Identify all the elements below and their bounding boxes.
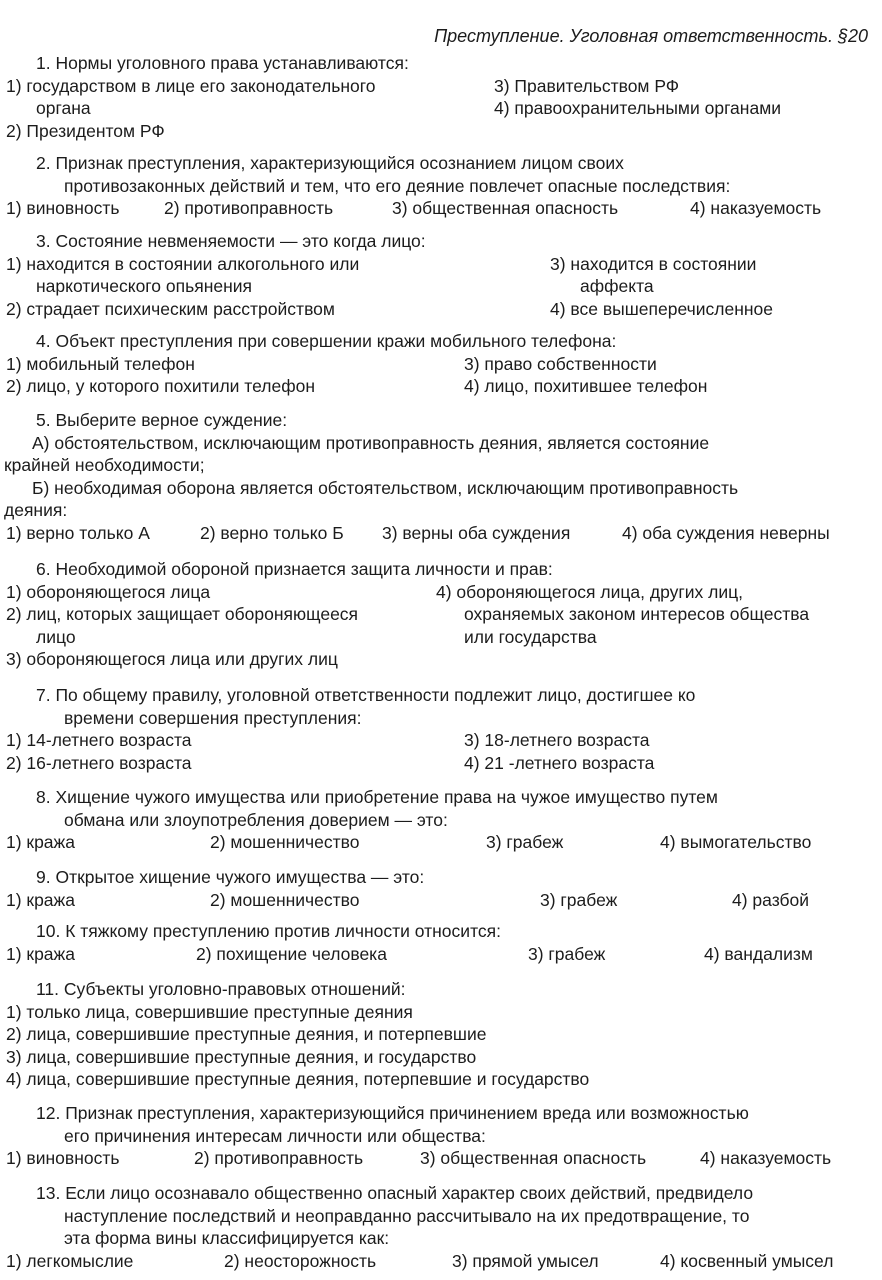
q4-option-1: 1) мобильный телефон xyxy=(6,353,195,374)
question-13-text-cont: наступление последствий и неоправданно рассчитывало на их предотвращение, то xyxy=(64,1205,750,1226)
q3-option-2: 2) страдает психическим расстройством xyxy=(6,298,335,319)
q4-option-4: 4) лицо, похитившее телефон xyxy=(464,376,708,396)
question-13-text-cont2: эта форма вины классифицируется как: xyxy=(64,1228,390,1248)
q7-option-2: 2) 16-летнего возраста xyxy=(6,752,192,773)
question-6-text: 6. Необходимой обороной признается защита личности и прав: xyxy=(36,559,553,579)
q2-option-3: 3) общественная опасность xyxy=(392,198,619,218)
question-3 xyxy=(0,230,882,320)
q12-option-4: 4) наказуемость xyxy=(700,1148,832,1168)
q5-option-3: 3) верны оба суждения xyxy=(382,522,571,543)
question-5-text: 5. Выберите верное суждение: xyxy=(36,410,288,430)
question-3-text: 3. Состояние невменяемости — это когда лицо: xyxy=(36,231,426,251)
question-8-text: 8. Хищение чужого имущества или приобретение права на чужое имущество путем xyxy=(36,787,718,807)
question-12-text-cont: его причинения интересам личности или общества: xyxy=(64,1125,486,1146)
question-10-text: 10. К тяжкому преступлению против личности относится: xyxy=(36,921,501,941)
question-6 xyxy=(0,558,882,671)
q4-option-3: 3) право собственности xyxy=(464,353,657,374)
q6-option-1: 1) обороняющегося лица xyxy=(6,581,211,602)
q2-option-1: 1) виновность xyxy=(6,198,120,218)
q1-option-1-cont: органа xyxy=(36,98,91,118)
question-11 xyxy=(0,978,882,1091)
q9-option-4: 4) разбой xyxy=(732,889,810,910)
q1-option-3: 3) Правительством РФ xyxy=(494,75,680,96)
q10-option-4: 4) вандализм xyxy=(704,943,813,964)
question-9-text: 9. Открытое хищение чужого имущества — это: xyxy=(36,867,425,887)
question-13-text: 13. Если лицо осознавало общественно опасный характер своих действий, предвидело xyxy=(36,1183,754,1203)
q1-option-4: 4) правоохранительными органами xyxy=(494,98,781,118)
q1-option-1: 1) государством в лице его законодательного xyxy=(6,75,376,96)
q5-statement-b: Б) необходимая оборона является обстоятельством, исключающим противоправность xyxy=(32,477,739,498)
q6-option-2: 2) лиц, которых защищает обороняющееся xyxy=(6,604,359,624)
question-7 xyxy=(0,684,882,774)
q4-option-2: 2) лицо, у которого похитили телефон xyxy=(6,376,316,396)
question-2-text: 2. Признак преступления, характеризующийся осознанием лицом своих xyxy=(36,153,624,173)
q13-option-4: 4) косвенный умысел xyxy=(660,1250,834,1271)
q8-option-3: 3) грабеж xyxy=(486,832,564,852)
q8-option-2: 2) мошенничество xyxy=(210,832,360,852)
q5-statement-a: А) обстоятельством, исключающим противоправность деяния, является состояние xyxy=(32,432,710,453)
question-2-text-cont: противозаконных действий и тем, что его деяние повлечет опасные последствия: xyxy=(64,175,731,196)
question-10 xyxy=(0,920,882,965)
q10-option-3: 3) грабеж xyxy=(528,943,606,964)
q1-option-2: 2) Президентом РФ xyxy=(6,120,165,141)
q7-option-1: 1) 14-летнего возраста xyxy=(6,730,192,750)
q7-option-3: 3) 18-летнего возраста xyxy=(464,730,650,750)
question-4-text: 4. Объект преступления при совершении кражи мобильного телефона: xyxy=(36,331,617,351)
question-8 xyxy=(0,786,882,854)
q6-option-2-cont: лицо xyxy=(36,626,76,647)
q5-statement-b-cont: деяния: xyxy=(4,500,68,520)
q5-option-4: 4) оба суждения неверны xyxy=(622,522,830,543)
question-8-text-cont: обмана или злоупотребления доверием — это: xyxy=(64,809,448,830)
q13-option-2: 2) неосторожность xyxy=(224,1250,377,1271)
page-header: Преступление. Уголовная ответственность. §20 xyxy=(434,26,868,46)
q6-option-3: 3) обороняющегося лица или других лиц xyxy=(6,649,338,669)
question-12-text: 12. Признак преступления, характеризующийся причинением вреда или возможностью xyxy=(36,1103,749,1123)
q7-option-4: 4) 21 -летнего возраста xyxy=(464,752,655,773)
q6-option-4-cont: охраняемых законом интересов общества xyxy=(464,604,810,624)
q9-option-1: 1) кража xyxy=(6,889,75,910)
question-1-text: 1. Нормы уголовного права устанавливаются: xyxy=(36,53,409,73)
q11-option-1: 1) только лица, совершившие преступные деяния xyxy=(6,1001,413,1022)
q8-option-4: 4) вымогательство xyxy=(660,832,812,852)
question-12 xyxy=(0,1102,882,1170)
question-7-text: 7. По общему правилу, уголовной ответственности подлежит лицо, достигшее ко xyxy=(36,685,696,705)
q10-option-1: 1) кража xyxy=(6,943,75,964)
q5-option-1: 1) верно только А xyxy=(6,522,150,543)
q12-option-3: 3) общественная опасность xyxy=(420,1148,647,1168)
q6-option-4: 4) обороняющегося лица, других лиц, xyxy=(436,581,744,602)
q3-option-3: 3) находится в состоянии xyxy=(550,253,757,274)
q9-option-3: 3) грабеж xyxy=(540,889,618,910)
q5-statement-a-cont: крайней необходимости; xyxy=(4,455,205,475)
q10-option-2: 2) похищение человека xyxy=(196,943,387,964)
q2-option-4: 4) наказуемость xyxy=(690,198,822,218)
q3-option-1: 1) находится в состоянии алкогольного или xyxy=(6,253,360,274)
q2-option-2: 2) противоправность xyxy=(164,198,334,218)
question-1 xyxy=(0,52,882,142)
q13-option-3: 3) прямой умысел xyxy=(452,1250,599,1271)
q11-option-4: 4) лица, совершившие преступные деяния, потерпевшие и государство xyxy=(6,1069,590,1089)
question-5 xyxy=(0,409,882,544)
q12-option-1: 1) виновность xyxy=(6,1148,120,1168)
question-7-text-cont: времени совершения преступления: xyxy=(64,707,362,728)
q12-option-2: 2) противоправность xyxy=(194,1148,364,1168)
q5-option-2: 2) верно только Б xyxy=(200,522,344,543)
q3-option-1-cont: наркотического опьянения xyxy=(36,276,253,296)
question-2 xyxy=(0,152,882,220)
q8-option-1: 1) кража xyxy=(6,832,75,852)
q3-option-3-cont: аффекта xyxy=(580,276,654,296)
question-4 xyxy=(0,330,882,398)
question-9 xyxy=(0,866,882,911)
q3-option-4: 4) все вышеперечисленное xyxy=(550,298,773,319)
q11-option-3: 3) лица, совершившие преступные деяния, и государство xyxy=(6,1046,477,1067)
q9-option-2: 2) мошенничество xyxy=(210,889,360,910)
q13-option-1: 1) легкомыслие xyxy=(6,1250,134,1271)
question-11-text: 11. Субъекты уголовно-правовых отношений: xyxy=(36,979,406,999)
question-13 xyxy=(0,1182,882,1272)
q11-option-2: 2) лица, совершившие преступные деяния, и потерпевшие xyxy=(6,1024,487,1044)
q6-option-4-cont2: или государства xyxy=(464,626,597,647)
